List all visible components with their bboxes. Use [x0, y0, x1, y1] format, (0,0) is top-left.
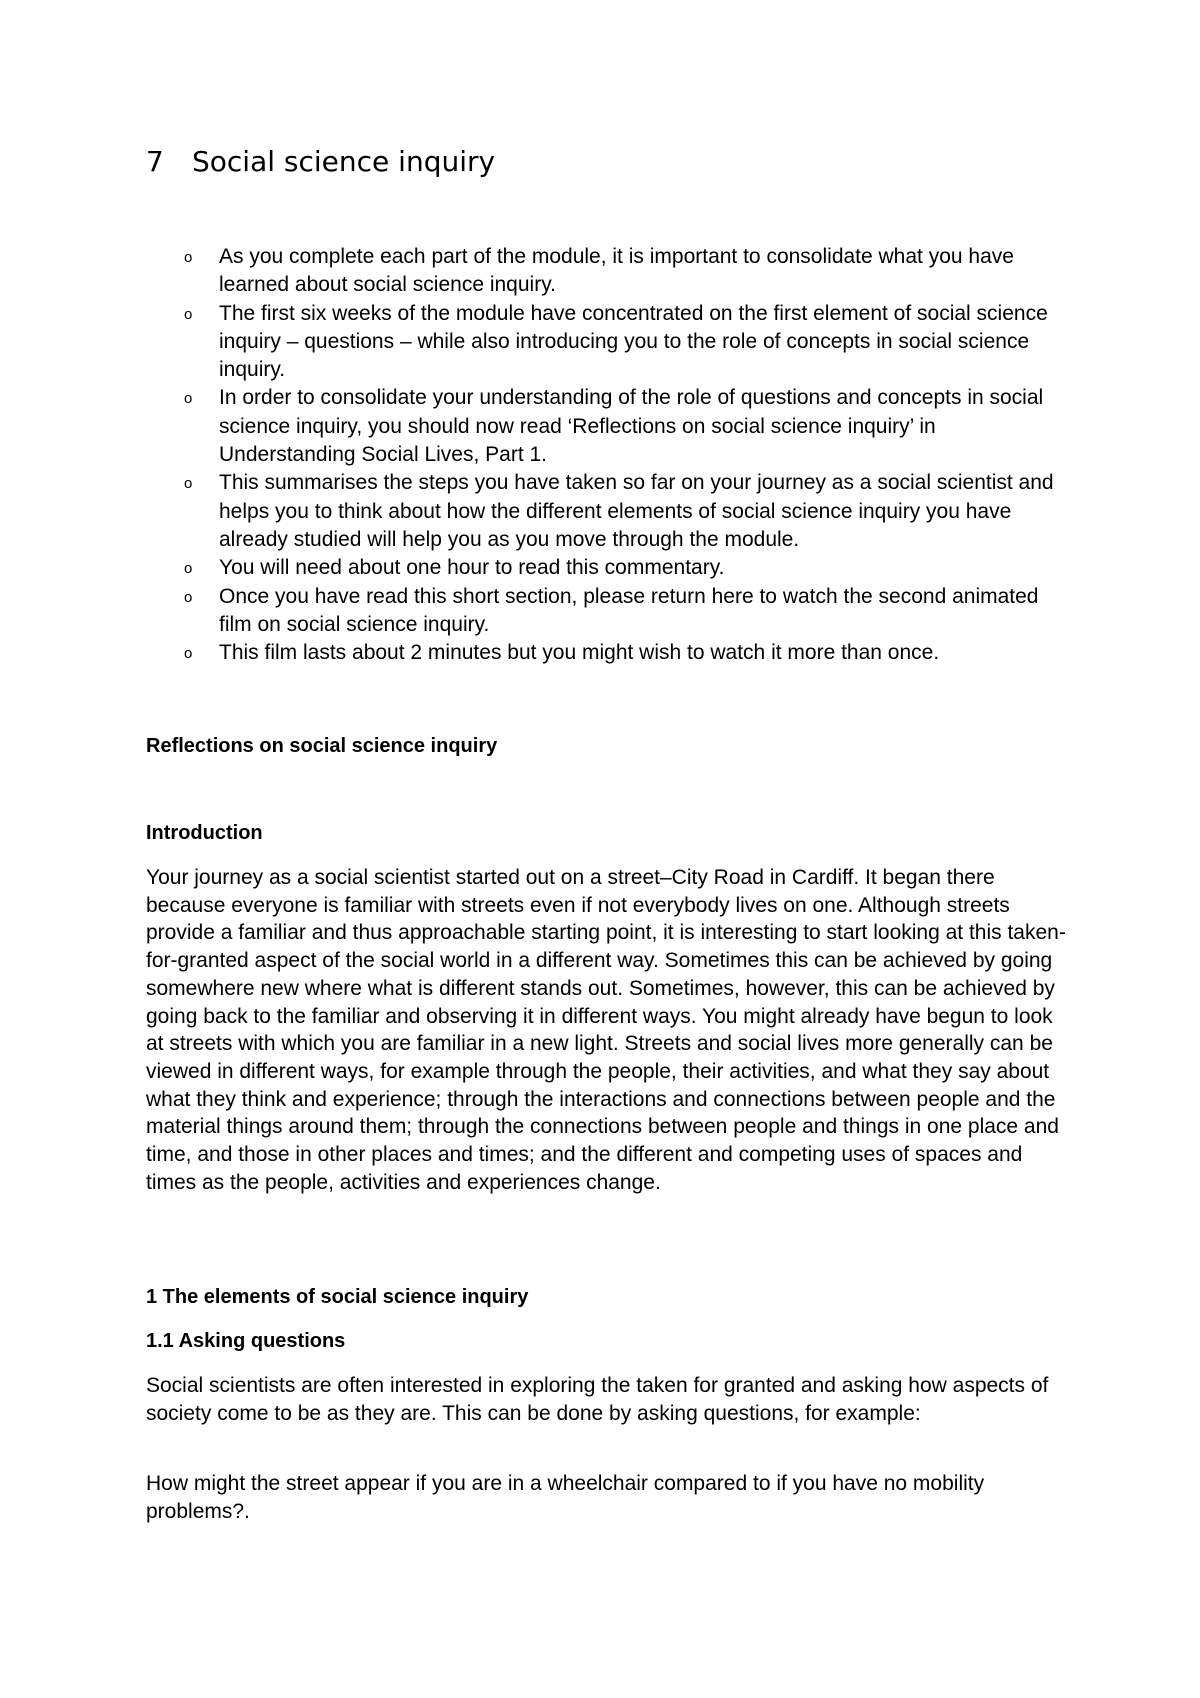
- bullet-text: This film lasts about 2 minutes but you might wish to watch it more than once.: [219, 641, 940, 665]
- bullet-text: You will need about one hour to read this commentary.: [219, 556, 725, 580]
- introduction-heading: Introduction: [146, 822, 263, 844]
- bullet-icon: o: [184, 475, 193, 493]
- bullet-icon: o: [184, 390, 193, 408]
- section-number: 7: [146, 145, 164, 178]
- list-item: [146, 300, 1066, 385]
- bullet-text: This summarises the steps you have taken so far on your journey as a social scientist and helps you to think about how the different elements of social science inquiry you have already studied will help you as you move through the module.: [219, 471, 1054, 551]
- elements-heading: 1 The elements of social science inquiry: [146, 1286, 529, 1308]
- list-item: [146, 469, 1066, 554]
- reflections-heading: Reflections on social science inquiry: [146, 735, 498, 757]
- bullet-icon: o: [184, 560, 193, 578]
- asking-questions-heading: 1.1 Asking questions: [146, 1330, 346, 1352]
- list-item: [146, 639, 1066, 667]
- asking-questions-paragraph: Social scientists are often interested in exploring the taken for granted and asking how aspects of society come to be as they are. This can be done by asking questions, for example:: [146, 1374, 1049, 1425]
- bullet-text: The first six weeks of the module have concentrated on the first element of social science inquiry – questions – while also introducing you to the role of concepts in social science inquiry.: [219, 301, 1048, 382]
- bullet-list: [146, 243, 1066, 667]
- list-item: [146, 243, 1066, 300]
- bullet-text: Once you have read this short section, please return here to watch the second animated film on social science inquiry.: [219, 584, 1039, 636]
- bullet-text: As you complete each part of the module, it is important to consolidate what you have learned about social science inquiry.: [219, 245, 1014, 297]
- introduction-paragraph: Your journey as a social scientist started out on a street–City Road in Cardiff. It began there because everyone is familiar with streets even if not everybody lives on one. Although streets provide a familiar and thus approachable starting point, it is interesting to start looking at this taken-for-granted aspect of the social world in a different way. Sometimes this can be achieved by going somewhere new where what is different stands out. Sometimes, however, this can be achieved by going back to the familiar and observing it in different ways. You might already have begun to look at streets with which you are familiar in a new light. Streets and social lives more generally can be viewed in different ways, for example through the people, their activities, and what they say about what they think and experience; through the interactions and connections between people and the material things around them; through the connections between people and things in one place and time, and those in other places and times; and the different and competing uses of spaces and times as the people, activities and experiences change.: [146, 866, 1066, 1194]
- list-item: [146, 554, 1066, 582]
- section-heading: [146, 142, 495, 182]
- bullet-icon: o: [184, 249, 193, 266]
- list-item: [146, 583, 1066, 640]
- example-question-paragraph: How might the street appear if you are in a wheelchair compared to if you have no mobility problems?.: [146, 1472, 985, 1523]
- bullet-icon: o: [184, 645, 193, 663]
- section-title: Social science inquiry: [192, 145, 496, 178]
- bullet-icon: o: [184, 588, 193, 606]
- bullet-icon: o: [184, 305, 193, 323]
- list-item: [146, 384, 1066, 469]
- bullet-text: In order to consolidate your understanding of the role of questions and concepts in social science inquiry, you should now read ‘Reflections on social science inquiry’ in Understanding Social Lives, Part 1.: [219, 386, 1044, 467]
